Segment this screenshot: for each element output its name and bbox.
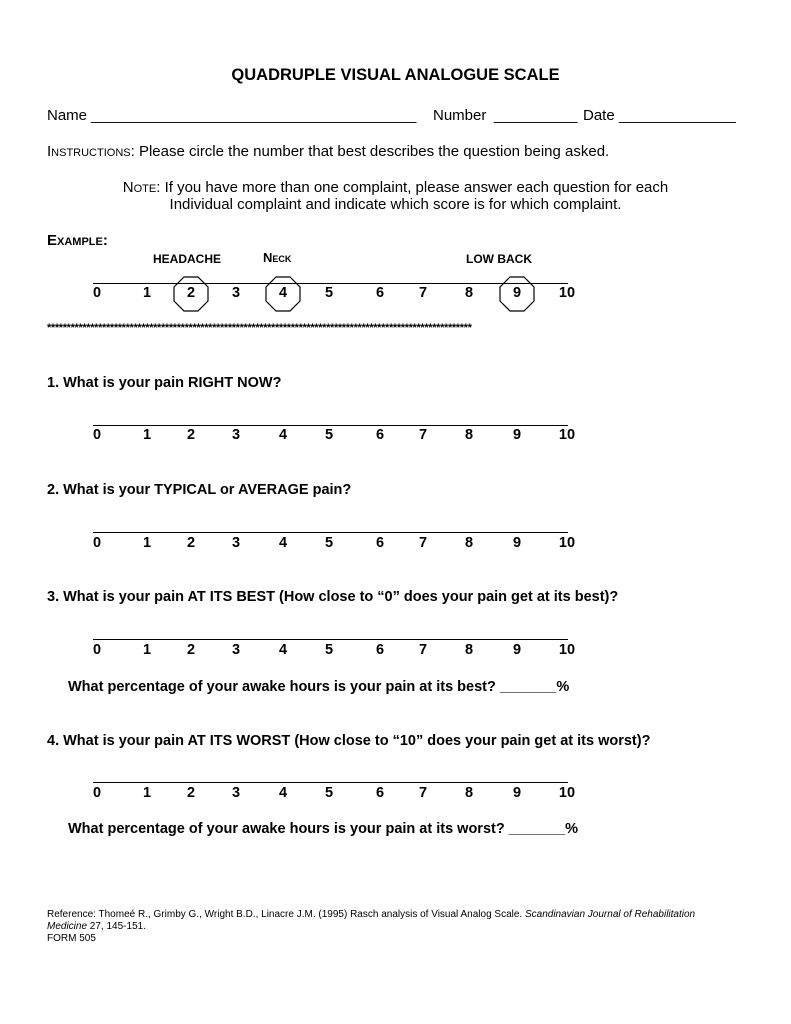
q4-option-3[interactable]: 3: [231, 785, 241, 801]
example-label: Example:: [47, 232, 108, 249]
example-scale-line: [93, 283, 568, 284]
question-1: 1. What is your pain RIGHT NOW?: [47, 375, 282, 391]
q2-option-10[interactable]: 10: [558, 535, 576, 551]
example-label-neck: Neck: [263, 250, 292, 265]
form-number: FORM 505: [47, 933, 96, 944]
q4-option-7[interactable]: 7: [418, 785, 428, 801]
q2-option-3[interactable]: 3: [231, 535, 241, 551]
example-option-9[interactable]: 9: [512, 285, 522, 301]
q2-option-1[interactable]: 1: [142, 535, 152, 551]
page-title: QUADRUPLE VISUAL ANALOGUE SCALE: [231, 66, 560, 84]
q4-option-0[interactable]: 0: [92, 785, 102, 801]
q2-option-4[interactable]: 4: [278, 535, 288, 551]
q4-option-10[interactable]: 10: [558, 785, 576, 801]
example-option-7[interactable]: 7: [418, 285, 428, 301]
q1-option-4[interactable]: 4: [278, 427, 288, 443]
reference-prefix: Reference: Thomeé R., Grimby G., Wright B.D., Linacre J.M. (1995) Rasch analysis of Visual Analog Scale.: [47, 909, 525, 920]
q4-option-5[interactable]: 5: [324, 785, 334, 801]
question-2: 2. What is your TYPICAL or AVERAGE pain?: [47, 482, 352, 498]
reference-line-1: [47, 909, 695, 920]
q1-option-1[interactable]: 1: [142, 427, 152, 443]
q3-option-1[interactable]: 1: [142, 642, 152, 658]
example-circle-octagon-icon: [265, 276, 301, 312]
q3-option-3[interactable]: 3: [231, 642, 241, 658]
example-circle-octagon-icon: [499, 276, 535, 312]
q3-option-4[interactable]: 4: [278, 642, 288, 658]
q1-option-2[interactable]: 2: [186, 427, 196, 443]
q3-option-7[interactable]: 7: [418, 642, 428, 658]
reference-line-2: [47, 921, 146, 932]
reference-suffix: 27, 145-151.: [87, 921, 146, 932]
q3-scale-line: [93, 639, 568, 640]
reference-journal: Scandinavian Journal of Rehabilitation: [524, 909, 696, 920]
q4-option-2[interactable]: 2: [186, 785, 196, 801]
date-label: Date: [583, 107, 615, 124]
question-4: 4. What is your pain AT ITS WORST (How close to “10” does your pain get at its worst)?: [47, 733, 651, 749]
q1-option-5[interactable]: 5: [324, 427, 334, 443]
example-option-3[interactable]: 3: [231, 285, 241, 301]
q2-option-8[interactable]: 8: [464, 535, 474, 551]
q4-option-8[interactable]: 8: [464, 785, 474, 801]
example-option-10[interactable]: 10: [558, 285, 576, 301]
example-option-0[interactable]: 0: [92, 285, 102, 301]
example-option-4[interactable]: 4: [278, 285, 288, 301]
q1-option-3[interactable]: 3: [231, 427, 241, 443]
q4-option-9[interactable]: 9: [512, 785, 522, 801]
instructions-text: Please circle the number that best describes the question being asked.: [134, 143, 610, 160]
q4-percentage-question[interactable]: What percentage of your awake hours is your pain at its worst? _______%: [68, 821, 579, 837]
q1-option-10[interactable]: 10: [558, 427, 576, 443]
q3-option-9[interactable]: 9: [512, 642, 522, 658]
date-field[interactable]: ______________: [619, 107, 736, 124]
q4-option-6[interactable]: 6: [375, 785, 385, 801]
q3-option-5[interactable]: 5: [324, 642, 334, 658]
q4-option-4[interactable]: 4: [278, 785, 288, 801]
instructions-label: Instructions:: [47, 143, 135, 160]
q4-scale-line: [93, 782, 568, 783]
example-label-headache: HEADACHE: [153, 252, 222, 266]
note-text-1: If you have more than one complaint, please answer each question for each: [160, 179, 669, 196]
q2-option-0[interactable]: 0: [92, 535, 102, 551]
example-option-1[interactable]: 1: [142, 285, 152, 301]
q2-scale-line: [93, 532, 568, 533]
name-field[interactable]: _______________________________________: [91, 107, 417, 124]
instructions: [47, 143, 609, 160]
q3-option-8[interactable]: 8: [464, 642, 474, 658]
q1-option-9[interactable]: 9: [512, 427, 522, 443]
example-option-6[interactable]: 6: [375, 285, 385, 301]
q1-option-6[interactable]: 6: [375, 427, 385, 443]
separator-stars: ************************************************************************************************************: [47, 322, 472, 334]
q1-scale-line: [93, 425, 568, 426]
example-circle-octagon-icon: [173, 276, 209, 312]
name-label: Name: [47, 107, 88, 124]
q3-option-6[interactable]: 6: [375, 642, 385, 658]
example-option-2[interactable]: 2: [186, 285, 196, 301]
number-field[interactable]: __________: [494, 107, 578, 124]
q2-option-5[interactable]: 5: [324, 535, 334, 551]
q3-percentage-question[interactable]: What percentage of your awake hours is your pain at its best? _______%: [68, 679, 570, 695]
note-label: Note:: [122, 179, 161, 196]
number-label: Number: [433, 107, 487, 124]
example-option-5[interactable]: 5: [324, 285, 334, 301]
example-option-8[interactable]: 8: [464, 285, 474, 301]
q2-option-2[interactable]: 2: [186, 535, 196, 551]
q2-option-7[interactable]: 7: [418, 535, 428, 551]
q2-option-6[interactable]: 6: [375, 535, 385, 551]
note-line-2: Individual complaint and indicate which score is for which complaint.: [169, 196, 622, 213]
q3-option-10[interactable]: 10: [558, 642, 576, 658]
q1-option-0[interactable]: 0: [92, 427, 102, 443]
question-3: 3. What is your pain AT ITS BEST (How close to “0” does your pain get at its best)?: [47, 589, 619, 605]
note-line-1: [0, 179, 791, 196]
q3-option-2[interactable]: 2: [186, 642, 196, 658]
example-label-low-back: LOW BACK: [466, 252, 532, 266]
q1-option-7[interactable]: 7: [418, 427, 428, 443]
q2-option-9[interactable]: 9: [512, 535, 522, 551]
q1-option-8[interactable]: 8: [464, 427, 474, 443]
q4-option-1[interactable]: 1: [142, 785, 152, 801]
reference-journal-2: Medicine: [47, 921, 88, 932]
q3-option-0[interactable]: 0: [92, 642, 102, 658]
